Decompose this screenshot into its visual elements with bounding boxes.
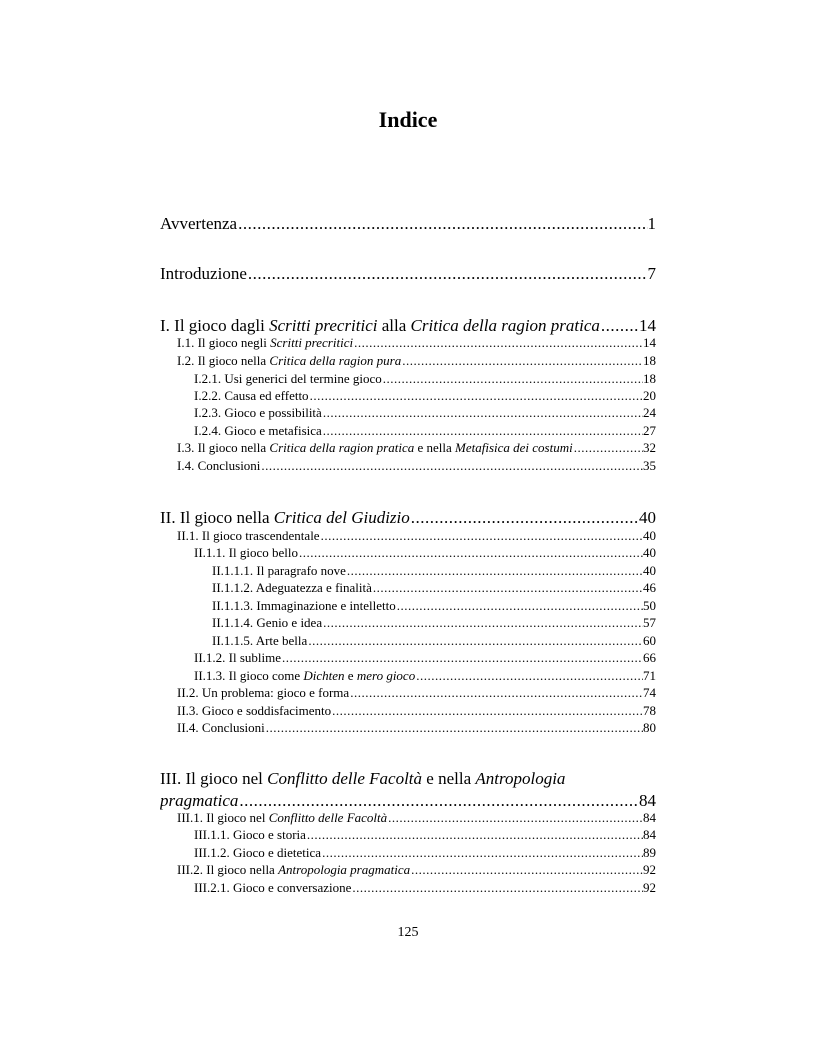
toc-page-number: 18: [643, 353, 656, 368]
toc-entry[interactable]: [177, 439, 656, 456]
toc-italic-title: Critica della ragion pratica: [410, 316, 600, 335]
toc-entry[interactable]: [177, 719, 656, 736]
toc-page-number: 27: [643, 423, 656, 438]
toc-entry[interactable]: [194, 404, 656, 421]
toc-entry-label: [194, 844, 321, 861]
dot-leader: [307, 826, 643, 843]
dot-leader: [350, 684, 643, 701]
dot-leader: [261, 457, 643, 474]
toc-italic-title: Scritti precritici: [269, 316, 378, 335]
toc-text: II.1.1.3. Immaginazione e intelletto: [212, 598, 396, 613]
toc-text: III. Il gioco nel: [160, 769, 268, 788]
toc-text: II.1.1.4. Genio e idea: [212, 615, 323, 630]
toc-text: e nella: [414, 440, 456, 455]
toc-text: II.3. Gioco e soddisfacimento: [177, 703, 332, 718]
dot-leader: [574, 439, 643, 456]
toc-entry-label: [160, 263, 247, 285]
toc-entry-label: [194, 422, 322, 439]
toc-entry-label: [177, 439, 573, 456]
toc-text: I. Il gioco dagli: [160, 316, 270, 335]
dot-leader: [332, 702, 643, 719]
dot-leader: [402, 352, 643, 369]
toc-entry-label: [212, 562, 346, 579]
dot-leader: [248, 263, 648, 285]
toc-entry[interactable]: [212, 597, 656, 614]
toc-entry-label: [194, 404, 322, 421]
toc-italic-title: Critica della ragion pratica: [269, 440, 415, 455]
toc-entry-label: [177, 809, 387, 826]
toc-text: II. Il gioco nella: [160, 508, 274, 527]
toc-entry[interactable]: [212, 614, 656, 631]
toc-page-number: 24: [643, 405, 656, 420]
toc-text: I.3. Il gioco nella: [177, 440, 270, 455]
toc-italic-title: mero gioco: [356, 668, 416, 683]
dot-leader: [321, 527, 643, 544]
toc-entry-label: [160, 213, 237, 235]
dot-leader: [322, 844, 643, 861]
toc-page-number: 1: [647, 214, 656, 233]
dot-leader: [347, 562, 643, 579]
toc-italic-title: Critica della ragion pura: [269, 353, 402, 368]
toc-entry[interactable]: [194, 422, 656, 439]
toc-text: II.4. Conclusioni: [177, 720, 265, 735]
toc-entry[interactable]: [194, 544, 656, 561]
toc-page-number: 57: [643, 615, 656, 630]
dot-leader: [411, 507, 639, 529]
toc-page-number: 40: [639, 508, 656, 527]
toc-page-number: 50: [643, 598, 656, 613]
toc-text: II.1. Il gioco trascendentale: [177, 528, 320, 543]
toc-text: I.2.2. Causa ed effetto: [194, 388, 309, 403]
toc-page-number: 20: [643, 388, 656, 403]
toc-text: II.1.2. Il sublime: [194, 650, 282, 665]
dot-leader: [352, 879, 643, 896]
toc-text: II.2. Un problema: gioco e forma: [177, 685, 350, 700]
toc-entry[interactable]: [160, 507, 656, 529]
toc-page-number: 18: [643, 371, 656, 386]
dot-leader: [323, 422, 643, 439]
dot-leader: [299, 544, 643, 561]
dot-leader: [411, 861, 643, 878]
toc-italic-title: Antropologia: [475, 769, 566, 788]
toc-entry[interactable]: [160, 263, 656, 285]
toc-italic-title: Scritti precritici: [270, 335, 354, 350]
toc-entry[interactable]: [177, 684, 656, 701]
toc-page-number: 84: [643, 827, 656, 842]
toc-text: II.1.3. Il gioco come: [194, 668, 304, 683]
toc-entry[interactable]: [194, 826, 656, 843]
toc-entry-label: [177, 684, 349, 701]
toc-entry[interactable]: [212, 562, 656, 579]
dot-leader: [323, 404, 643, 421]
toc-page-number: 74: [643, 685, 656, 700]
toc-text: III.1.2. Gioco e dietetica: [194, 845, 322, 860]
toc-text: I.2.1. Usi generici del termine gioco: [194, 371, 382, 386]
toc-page-number: 14: [639, 316, 656, 335]
toc-entry[interactable]: [194, 387, 656, 404]
toc-entry[interactable]: [177, 702, 656, 719]
toc-entry[interactable]: [160, 213, 656, 235]
toc-text: alla: [377, 316, 411, 335]
toc-page-number: 84: [639, 791, 656, 810]
toc-entry-label: [177, 352, 401, 369]
toc-entry-label: [177, 861, 410, 878]
toc-italic-title: Antropologia pragmatica: [278, 862, 411, 877]
toc-page-number: 84: [643, 810, 656, 825]
toc-entry-label: [194, 370, 382, 387]
toc-page-number: 80: [643, 720, 656, 735]
toc-entry-label: [194, 387, 309, 404]
toc-heading-line: [160, 768, 656, 790]
toc-entry-label: [212, 632, 307, 649]
toc-entry-label: [212, 614, 322, 631]
toc-entry[interactable]: [177, 861, 656, 878]
toc-text: III.1. Il gioco nel: [177, 810, 269, 825]
dot-leader: [388, 809, 643, 826]
toc-entry-label: [212, 597, 396, 614]
page-number: 125: [397, 925, 419, 940]
toc-entry[interactable]: [194, 370, 656, 387]
toc-entry-label: [194, 879, 351, 896]
toc-entry[interactable]: [194, 667, 656, 684]
toc-page-number: 40: [643, 528, 656, 543]
toc-text: II.1.1.2. Adeguatezza e finalità: [212, 580, 372, 595]
toc-entry[interactable]: [212, 579, 656, 596]
toc-entry[interactable]: [194, 649, 656, 666]
toc-entry-label: [194, 544, 298, 561]
toc-text: III.1.1. Gioco e storia: [194, 827, 306, 842]
toc-italic-title: Conflitto delle Facoltà: [268, 810, 388, 825]
dot-leader: [354, 334, 643, 351]
toc-italic-title: pragmatica: [160, 791, 239, 810]
toc-italic-title: Conflitto delle Facoltà: [267, 769, 423, 788]
toc-entry-label: [177, 702, 331, 719]
toc-text: II.1.1.5. Arte bella: [212, 633, 308, 648]
toc-page-number: 14: [643, 335, 656, 350]
toc-entry-label: [177, 527, 320, 544]
toc-text: III.2. Il gioco nella: [177, 862, 279, 877]
toc-entry-label: [194, 667, 415, 684]
toc-entry-label: [194, 649, 281, 666]
toc-text: I.4. Conclusioni: [177, 458, 261, 473]
toc-page-number: 92: [643, 862, 656, 877]
toc-text: I.2. Il gioco nella: [177, 353, 270, 368]
toc-page-number: 60: [643, 633, 656, 648]
toc-page-number: 71: [643, 668, 656, 683]
toc-entry[interactable]: [194, 844, 656, 861]
toc-entry[interactable]: [177, 334, 656, 351]
toc-page-number: 92: [643, 880, 656, 895]
toc-entry[interactable]: [177, 809, 656, 826]
dot-leader: [238, 213, 647, 235]
toc-entry-label: [177, 719, 265, 736]
toc-text: II.1.1.1. Il paragrafo nove: [212, 563, 346, 578]
toc-italic-title: Critica del Giudizio: [273, 508, 410, 527]
dot-leader: [373, 579, 643, 596]
toc-page-number: 40: [643, 563, 656, 578]
toc-entry[interactable]: [177, 457, 656, 474]
toc-page-number: 66: [643, 650, 656, 665]
toc-text: Avvertenza: [160, 214, 238, 233]
toc-entry[interactable]: [177, 352, 656, 369]
toc-text: I.2.4. Gioco e metafisica: [194, 423, 322, 438]
toc-page-number: 32: [643, 440, 656, 455]
toc-entry-label: [212, 579, 372, 596]
toc-entry[interactable]: [194, 879, 656, 896]
toc-text: I.2.3. Gioco e possibilità: [194, 405, 322, 420]
toc-entry[interactable]: [177, 527, 656, 544]
dot-leader: [308, 632, 643, 649]
toc-page-number: 7: [647, 264, 656, 283]
toc-text: I.1. Il gioco negli: [177, 335, 271, 350]
dot-leader: [310, 387, 643, 404]
dot-leader: [323, 614, 643, 631]
toc-entry-label: [177, 334, 353, 351]
toc-page-number: 46: [643, 580, 656, 595]
toc-page-number: 35: [643, 458, 656, 473]
toc-text: e nella: [422, 769, 476, 788]
toc-entry-label: [160, 507, 410, 529]
toc-text: III.2.1. Gioco e conversazione: [194, 880, 352, 895]
toc-entry[interactable]: [212, 632, 656, 649]
toc-page-number: 40: [643, 545, 656, 560]
dot-leader: [266, 719, 643, 736]
dot-leader: [416, 667, 643, 684]
toc-entry-label: [194, 826, 306, 843]
toc-entry-label: [177, 457, 260, 474]
dot-leader: [397, 597, 643, 614]
toc-italic-title: Metafisica dei costumi: [455, 440, 573, 455]
dot-leader: [282, 649, 643, 666]
toc-text: Introduzione: [160, 264, 247, 283]
dot-leader: [383, 370, 643, 387]
toc-text: e: [344, 668, 357, 683]
toc-page-number: 89: [643, 845, 656, 860]
toc-text: II.1.1. Il gioco bello: [194, 545, 298, 560]
toc-italic-title: Dichten: [303, 668, 345, 683]
toc-page-number: 78: [643, 703, 656, 718]
page-title: Indice: [378, 107, 438, 132]
